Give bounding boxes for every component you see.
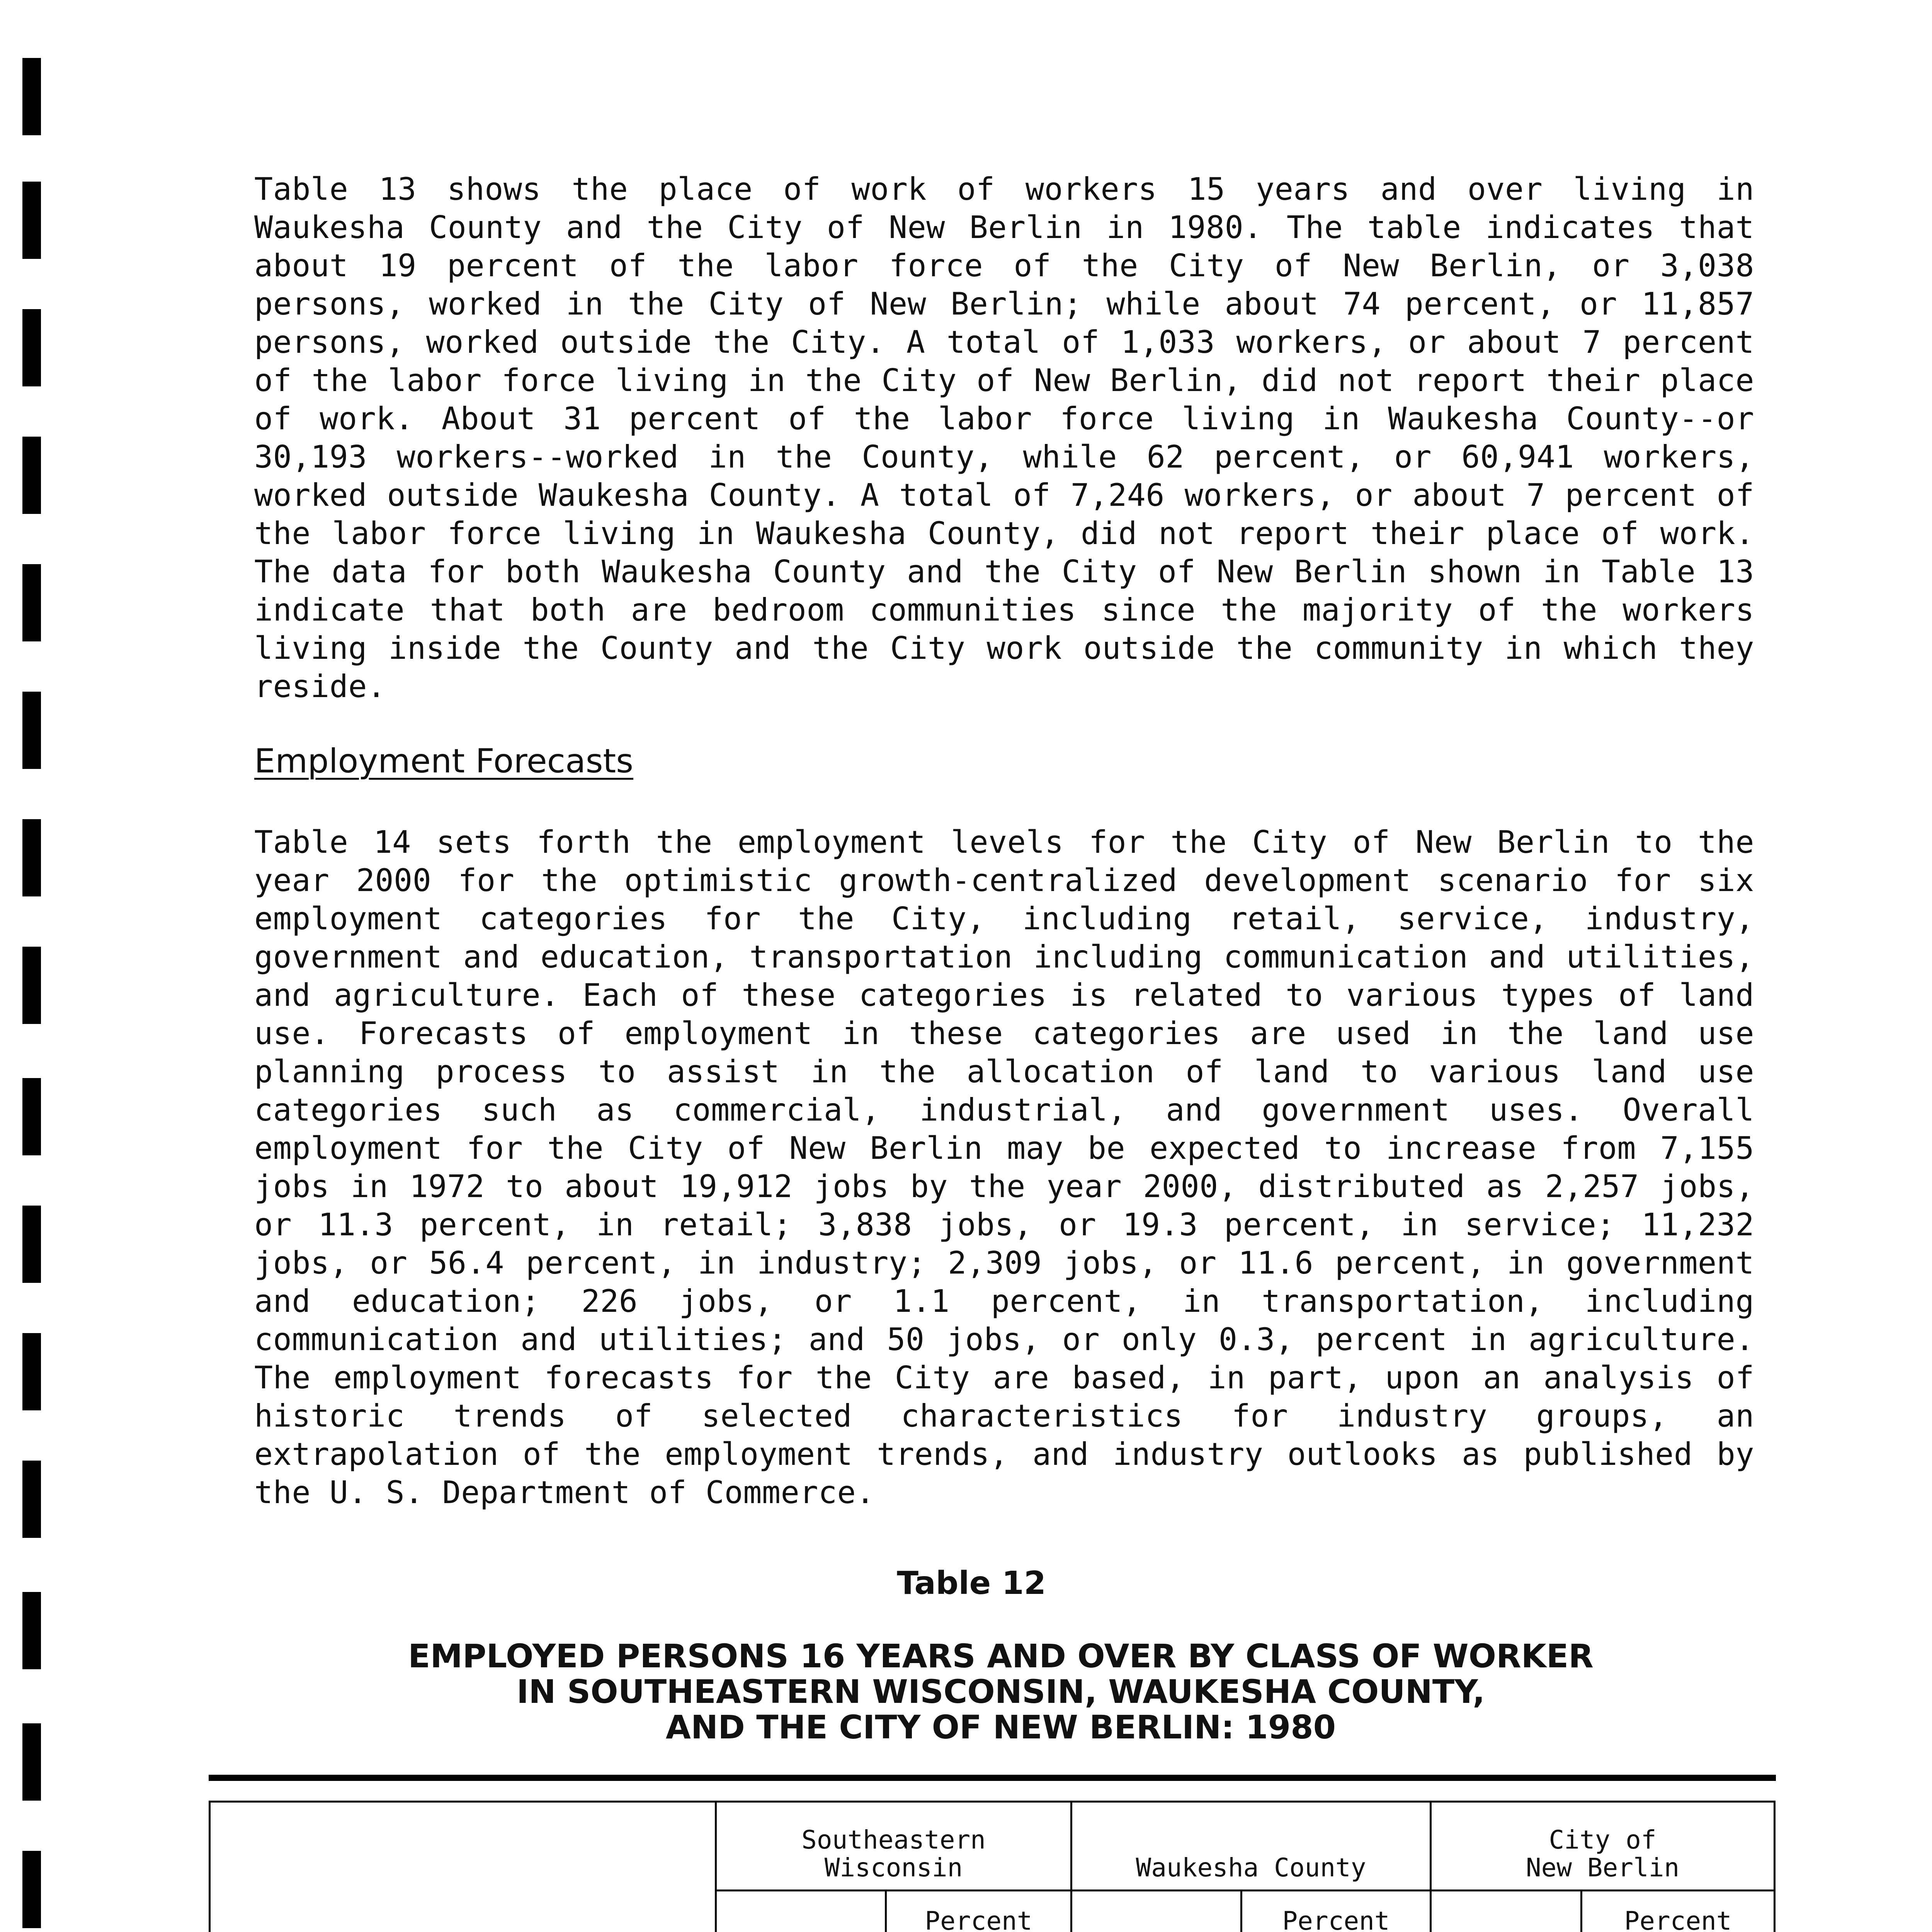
binding-mark	[22, 58, 41, 135]
table-title-line: IN SOUTHEASTERN WISCONSIN, WAUKESHA COUNTY,	[516, 1673, 1485, 1711]
row-header-cell	[210, 1802, 716, 1932]
table-title-line: EMPLOYED PERSONS 16 YEARS AND OVER BY CLASS OF WORKER	[408, 1637, 1594, 1675]
percent-header-line: Percent	[1624, 1906, 1732, 1932]
number-header	[1071, 1891, 1242, 1932]
binding-mark	[22, 437, 41, 514]
binding-mark	[22, 182, 41, 259]
percent-header-line: Percent	[925, 1906, 1032, 1932]
paragraph-employment-forecasts: Table 14 sets forth the employment levels for the City of New Berlin to the year 2000 for the optimistic growth-centralized development scenario for six employment categories for the City, including retail, service, industry, government and education, transportation including communication and utilities, and agriculture. Each of these categories is related to various types of land use. Forecasts of employment in these categories are used in the land use planning process to assist in the allocation of land to various land use categories such as commercial, industrial, and government uses. Overall employment for the City of New Berlin may be expected to increase from 7,155 jobs in 1972 to about 19,912 jobs by the year 2000, distributed as 2,257 jobs, or 11.3 percent, in retail; 3,838 jobs, or 19.3 percent, in service; 11,232 jobs, or 56.4 percent, in industry; 2,309 jobs, or 11.6 percent, in government and education; 226 jobs, or 1.1 percent, in transportation, including communication and utilities; and 50 jobs, or only 0.3, percent in agriculture. The employment forecasts for the City are based, in part, upon an analysis of historic trends of selected characteristics for industry groups, an extrapolation of the employment trends, and industry outlooks as published by the U. S. Department of Commerce.	[254, 824, 1754, 1510]
table-title-line: AND THE CITY OF NEW BERLIN: 1980	[665, 1708, 1336, 1746]
group-header-line: Wisconsin	[824, 1853, 963, 1883]
table-top-rule	[209, 1775, 1776, 1781]
percent-header	[1242, 1891, 1431, 1932]
binding-mark	[22, 819, 41, 896]
binding-mark	[22, 1206, 41, 1283]
binding-mark	[22, 1333, 41, 1410]
binding-mark	[22, 1592, 41, 1669]
percent-header	[886, 1891, 1071, 1932]
number-header	[716, 1891, 886, 1932]
percent-header-line: Percent	[1282, 1906, 1390, 1932]
data-table	[209, 1801, 1776, 1932]
table-title	[232, 1638, 1770, 1745]
paragraph-place-of-work: Table 13 shows the place of work of workers 15 years and over living in Waukesha County and the City of New Berlin in 1980. The table indicates that about 19 percent of the labor force of the City of New Berlin, or 3,038 persons, worked in the City of New Berlin; while about 74 percent, or 11,857 persons, worked outside the City. A total of 1,033 workers, or about 7 percent of the labor force living in the City of New Berlin, did not report their place of work. About 31 percent of the labor force living in Waukesha County--or 30,193 workers--worked in the County, while 62 percent, or 60,941 workers, worked outside Waukesha County. A total of 7,246 workers, or about 7 percent of the labor force living in Waukesha County, did not report their place of work. The data for both Waukesha County and the City of New Berlin shown in Table 13 indicate that both are bedroom communities since the majority of the workers living inside the County and the City work outside the community in which they reside.	[254, 171, 1754, 704]
binding-mark	[22, 1078, 41, 1155]
group-header-line: City of	[1549, 1825, 1656, 1855]
binding-mark	[22, 1461, 41, 1538]
group-header-line: Waukesha County	[1136, 1853, 1366, 1883]
binding-mark	[22, 1723, 41, 1801]
binding-mark	[22, 692, 41, 769]
binding-mark	[22, 564, 41, 641]
group-header-nb	[1431, 1802, 1775, 1891]
number-header	[1431, 1891, 1582, 1932]
group-header-line: Southeastern	[801, 1825, 986, 1855]
percent-header	[1582, 1891, 1775, 1932]
group-header-wc	[1071, 1802, 1431, 1891]
binding-mark	[22, 309, 41, 386]
binding-mark	[22, 1851, 41, 1928]
section-heading: Employment Forecasts	[254, 742, 634, 781]
binding-mark	[22, 947, 41, 1024]
group-header-line: New Berlin	[1526, 1853, 1680, 1883]
group-header-sew	[716, 1802, 1071, 1891]
table-number: Table 12	[897, 1565, 1046, 1602]
